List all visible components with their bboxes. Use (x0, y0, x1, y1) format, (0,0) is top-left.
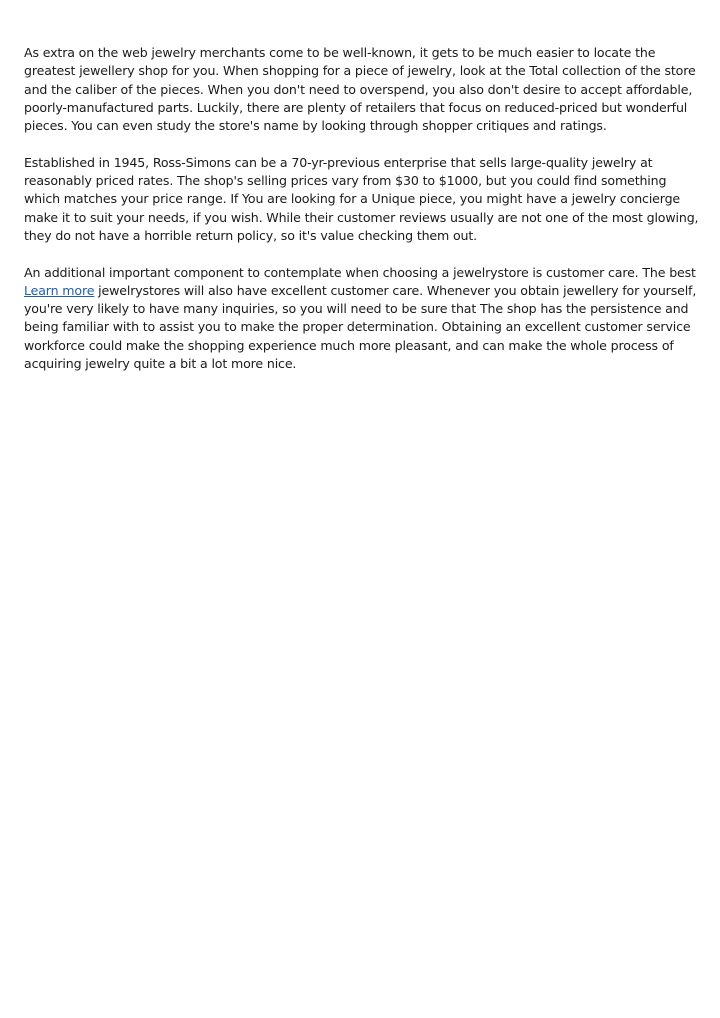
paragraph-text-before-link: An additional important component to contemplate when choosing a jewelrystore is customer care. The best (24, 264, 696, 280)
paragraph-text-after-link: jewelrystores will also have excellent customer care. Whenever you obtain jewellery for yourself, you're very likely to have many inquiries, so you will need to be sure that The shop has the persistence and being familiar with to assist you to make the proper determination. Obtaining an excellent customer service workforce could make the shopping experience much more pleasant, and can make the whole process of acquiring jewelry quite a bit a lot more nice. (24, 282, 697, 372)
paragraph-online-jewelry: As extra on the web jewelry merchants come to be well-known, it gets to be much easier to locate the greatest jewellery shop for you. When shopping for a piece of jewelry, look at the Total collection of the store and the caliber of the pieces. When you don't need to overspend, you also don't desire to accept affordable, poorly-manufactured parts. Luckily, there are plenty of retailers that focus on reduced-priced but wonderful pieces. You can even study the store's name by looking through shopper critiques and ratings. (24, 45, 696, 134)
paragraph-customer-care (24, 264, 702, 374)
paragraph-ross-simons: Established in 1945, Ross-Simons can be a 70-yr-previous enterprise that sells large-quality jewelry at reasonably priced rates. The shop's selling prices vary from $30 to $1000, but you could find something which matches your price range. If You are looking for a Unique piece, you might have a jewelry concierge make it to suit your needs, if you wish. While their customer reviews usually are not one of the most glowing, they do not have a horrible return policy, so it's value checking them out. (24, 154, 699, 243)
document-body (24, 44, 702, 392)
learn-more-link[interactable]: Learn more (24, 282, 95, 298)
